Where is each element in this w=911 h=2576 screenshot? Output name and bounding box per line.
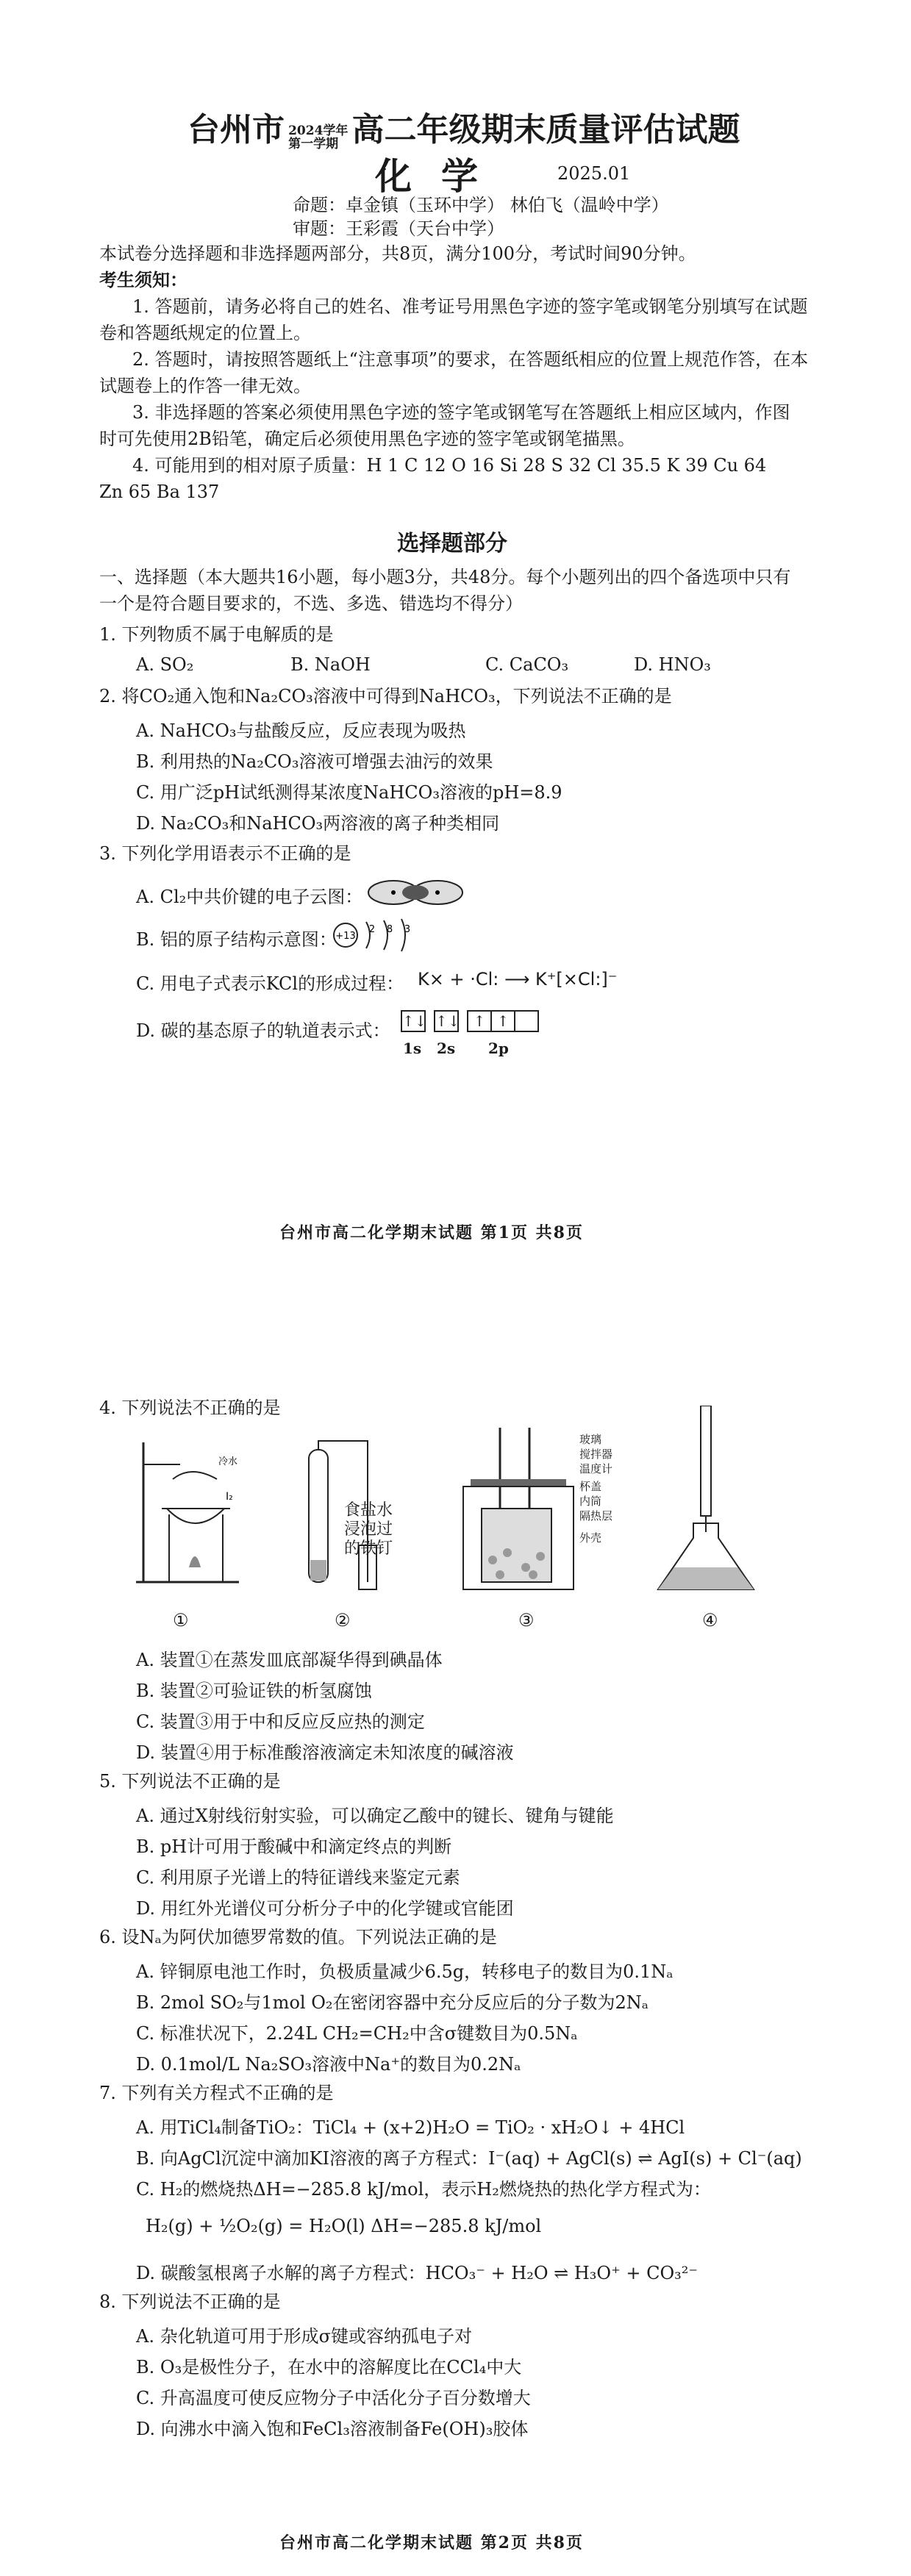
- option-b: B. 铝的原子结构示意图：: [136, 929, 337, 950]
- exam-date: 2025.01: [557, 163, 631, 184]
- svg-text:I₂: I₂: [226, 1491, 233, 1503]
- intro-line: 本试卷分选择题和非选择题两部分，共8页，满分100分，考试时间90分钟。: [99, 243, 696, 264]
- page-footer: 台州市高二化学期末试题 第2页 共8页: [279, 2533, 584, 2552]
- svg-text:3: 3: [404, 924, 411, 935]
- option-b: B. pH计可用于酸碱中和滴定终点的判断: [136, 1836, 452, 1857]
- svg-text:冷水: 冷水: [218, 1456, 238, 1467]
- orbital-box: ↑↓: [434, 1010, 459, 1032]
- option-a: A. 装置①在蒸发皿底部凝华得到碘晶体: [136, 1650, 443, 1670]
- notice-title: 考生须知：: [99, 269, 187, 290]
- question-stem: 7. 下列有关方程式不正确的是: [99, 2083, 334, 2103]
- option-a: A. SO₂: [136, 654, 194, 675]
- orbital-label-1s: 1s: [403, 1040, 422, 1057]
- option-a: A. Cl₂中共价键的电子云图：: [136, 887, 363, 907]
- exam-title: [187, 103, 740, 151]
- question-stem: 1. 下列物质不属于电解质的是: [99, 624, 334, 645]
- notice-line: 1. 答题前，请务必将自己的姓名、准考证号用黑色字迹的签字笔或钢笔分别填写在试题: [132, 296, 808, 317]
- orbital-box: ↑: [492, 1010, 515, 1032]
- option-d: D. HNO₃: [634, 654, 711, 675]
- calorimeter-labels: 玻璃 搅拌器 温度计 杯盖 内筒 隔热层 外壳: [579, 1433, 613, 1545]
- option-d: D. 装置④用于标准酸溶液滴定未知浓度的碱溶液: [136, 1742, 514, 1763]
- option-b: B. NaOH: [290, 654, 371, 675]
- subject-title: 化学: [375, 154, 507, 198]
- section-title: 选择题部分: [397, 531, 507, 557]
- option-b: B. O₃是极性分子，在水中的溶解度比在CCl₄中大: [136, 2357, 522, 2378]
- page-footer: 台州市高二化学期末试题 第1页 共8页: [279, 1223, 584, 1242]
- notice-line: Zn 65 Ba 137: [99, 482, 220, 502]
- al-atom-diagram: [329, 915, 432, 956]
- kcl-electron-formula: K× + ·Cl: ⟶ K⁺[×Cl:]⁻: [418, 969, 618, 990]
- option-b: B. 装置②可验证铁的析氢腐蚀: [136, 1681, 372, 1701]
- question-stem: 3. 下列化学用语表示不正确的是: [99, 843, 351, 864]
- option-c: C. 用电子式表示KCl的形成过程：: [136, 973, 404, 994]
- electron-cloud-figure: [364, 867, 467, 919]
- fig-label-4: ④: [702, 1610, 718, 1631]
- school-year: 2024学年 第一学期: [288, 123, 349, 151]
- option-d: D. 用红外光谱仪可分析分子中的化学键或官能团: [136, 1898, 514, 1919]
- authors-line: 命题：卓金镇（玉环中学） 林伯飞（温岭中学）: [293, 195, 669, 215]
- option-b: B. 向AgCl沉淀中滴加KI溶液的离子方程式：I⁻(aq) + AgCl(s) ⇌ AgI(s) + Cl⁻(aq): [136, 2148, 802, 2169]
- question-stem: 4. 下列说法不正确的是: [99, 1398, 281, 1418]
- svg-text:+13: +13: [335, 931, 356, 942]
- question-stem: 2. 将CO₂通入饱和Na₂CO₃溶液中可得到NaHCO₃，下列说法不正确的是: [99, 686, 672, 706]
- option-c: C. 利用原子光谱上的特征谱线来鉴定元素: [136, 1867, 460, 1888]
- svg-text:2: 2: [368, 924, 376, 935]
- orbital-box: ↑↓: [401, 1010, 426, 1032]
- question-stem: 5. 下列说法不正确的是: [99, 1771, 281, 1792]
- notice-line: 试题卷上的作答一律无效。: [99, 376, 311, 396]
- fig-label-2: ②: [335, 1610, 351, 1631]
- option-c: C. H₂的燃烧热ΔH=−285.8 kJ/mol，表示H₂燃烧热的热化学方程式为：: [136, 2179, 711, 2200]
- thermochemical-equation: H₂(g) + ½O₂(g) = H₂O(l) ΔH=−285.8 kJ/mol: [146, 2216, 542, 2236]
- option-c: C. 用广泛pH试纸测得某浓度NaHCO₃溶液的pH=8.9: [136, 782, 562, 803]
- fig-label-3: ③: [518, 1610, 535, 1631]
- option-d: D. Na₂CO₃和NaHCO₃两溶液的离子种类相同: [136, 813, 500, 834]
- sublimation-apparatus-figure: [121, 1435, 254, 1597]
- part-intro: 一、选择题（本大题共16小题，每小题3分，共48分。每个小题列出的四个备选项中只有: [99, 567, 791, 587]
- option-c: C. 装置③用于中和反应反应热的测定: [136, 1711, 425, 1732]
- reviewer-line: 审题：王彩霞（天台中学）: [293, 218, 504, 239]
- notice-line: 卷和答题纸规定的位置上。: [99, 323, 311, 343]
- notice-line: 3. 非选择题的答案必须使用黑色字迹的签字笔或钢笔写在答题纸上相应区域内，作图: [132, 402, 790, 423]
- option-b: B. 利用热的Na₂CO₃溶液可增强去油污的效果: [136, 751, 493, 772]
- orbital-diagram: [401, 1010, 543, 1032]
- option-a: A. 杂化轨道可用于形成σ键或容纳孤电子对: [136, 2326, 472, 2347]
- option-a: A. NaHCO₃与盐酸反应，反应表现为吸热: [136, 720, 466, 741]
- option-a: A. 用TiCl₄制备TiO₂：TiCl₄ + (x+2)H₂O = TiO₂ · xH₂O↓ + 4HCl: [136, 2117, 685, 2138]
- option-a: A. 通过X射线衍射实验，可以确定乙酸中的键长、键角与键能: [136, 1806, 614, 1826]
- option-d: D. 0.1mol/L Na₂SO₃溶液中Na⁺的数目为0.2Nₐ: [136, 2054, 521, 2075]
- notice-line: 4. 可能用到的相对原子质量：H 1 C 12 O 16 Si 28 S 32 Cl 35.5 K 39 Cu 64: [132, 455, 767, 476]
- question-stem: 8. 下列说法不正确的是: [99, 2291, 281, 2312]
- notice-line: 2. 答题时，请按照答题纸上“注意事项”的要求，在答题纸相应的位置上规范作答，在本: [132, 349, 809, 370]
- city-name: 台州市: [187, 111, 285, 149]
- fig-label-1: ①: [173, 1610, 189, 1631]
- orbital-label-2p: 2p: [488, 1040, 509, 1057]
- fig2-label: 食盐水浸泡过的铁钉: [344, 1501, 393, 1558]
- titration-flask-figure: [651, 1406, 761, 1604]
- orbital-box: [515, 1010, 539, 1032]
- option-c: C. 升高温度可使反应物分子中活化分子百分数增大: [136, 2388, 531, 2408]
- option-c: C. CaCO₃: [485, 654, 569, 675]
- option-b: B. 2mol SO₂与1mol O₂在密闭容器中充分反应后的分子数为2Nₐ: [136, 1992, 649, 2013]
- question-stem: 6. 设Nₐ为阿伏加德罗常数的值。下列说法正确的是: [99, 1927, 497, 1947]
- option-d: D. 碳酸氢根离子水解的离子方程式：HCO₃⁻ + H₂O ⇌ H₃O⁺ + CO₃²⁻: [136, 2263, 699, 2283]
- title-text: 高二年级期末质量评估试题: [351, 111, 740, 149]
- part-intro: 一个是符合题目要求的，不选、多选、错选均不得分）: [99, 593, 523, 614]
- svg-text:8: 8: [386, 924, 393, 935]
- option-a: A. 锌铜原电池工作时，负极质量减少6.5g，转移电子的数目为0.1Nₐ: [136, 1961, 674, 1982]
- option-d: D. 向沸水中滴入饱和FeCl₃溶液制备Fe(OH)₃胶体: [136, 2419, 529, 2439]
- option-c: C. 标准状况下，2.24L CH₂=CH₂中含σ键数目为0.5Nₐ: [136, 2023, 578, 2044]
- orbital-box: ↑: [467, 1010, 492, 1032]
- option-d: D. 碳的基态原子的轨道表示式：: [136, 1020, 390, 1041]
- orbital-label-2s: 2s: [437, 1040, 456, 1057]
- notice-line: 时可先使用2B铅笔，确定后必须使用黑色字迹的签字笔或钢笔描黑。: [99, 429, 635, 449]
- page-2: [0, 1288, 911, 2576]
